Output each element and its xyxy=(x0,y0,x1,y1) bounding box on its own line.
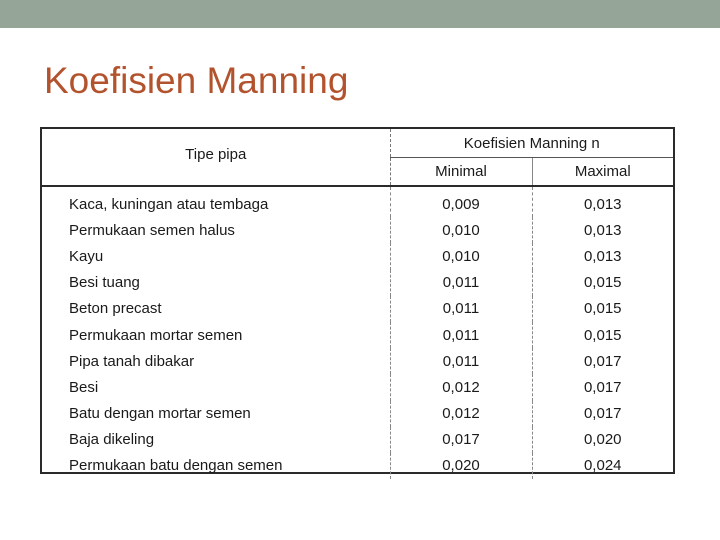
table-body xyxy=(42,186,673,479)
table-row xyxy=(42,186,673,217)
table-row xyxy=(42,296,673,322)
minimal-value-cell: 0,011 xyxy=(390,348,532,374)
maximal-value-cell: 0,020 xyxy=(583,431,622,449)
minimal-value-cell: 0,012 xyxy=(390,374,532,400)
pipe-type-cell: Batu dengan mortar semen xyxy=(42,401,390,427)
table-row xyxy=(42,453,673,479)
minimal-value-cell: 0,011 xyxy=(390,322,532,348)
maximal-value-cell: 0,017 xyxy=(583,378,622,396)
maximal-value-cell: 0,017 xyxy=(583,352,622,370)
table-row xyxy=(42,427,673,453)
pipe-type-cell: Baja dikeling xyxy=(42,427,390,453)
table-row xyxy=(42,217,673,243)
column-group-header-manning: Koefisien Manning n xyxy=(390,129,673,158)
maximal-value-cell: 0,017 xyxy=(583,405,622,423)
table-row xyxy=(42,401,673,427)
minimal-value-cell: 0,020 xyxy=(390,453,532,479)
manning-coefficient-table xyxy=(42,129,673,479)
pipe-type-cell: Permukaan semen halus xyxy=(42,217,390,243)
pipe-type-cell: Kaca, kuningan atau tembaga xyxy=(42,186,390,217)
pipe-type-cell: Besi xyxy=(42,374,390,400)
pipe-type-cell: Permukaan batu dengan semen xyxy=(42,453,390,479)
column-header-minimal: Minimal xyxy=(390,158,532,187)
maximal-value-cell: 0,024 xyxy=(583,457,622,475)
table-row xyxy=(42,374,673,400)
minimal-value-cell: 0,011 xyxy=(390,270,532,296)
manning-table-frame xyxy=(40,127,675,474)
table-row xyxy=(42,243,673,269)
maximal-value-cell: 0,013 xyxy=(583,195,622,213)
minimal-value-cell: 0,010 xyxy=(390,217,532,243)
table-row xyxy=(42,348,673,374)
column-header-pipe-type: Tipe pipa xyxy=(42,129,390,186)
minimal-value-cell: 0,011 xyxy=(390,296,532,322)
minimal-value-cell: 0,009 xyxy=(390,186,532,217)
pipe-type-cell: Permukaan mortar semen xyxy=(42,322,390,348)
minimal-value-cell: 0,010 xyxy=(390,243,532,269)
table-row xyxy=(42,270,673,296)
maximal-value-cell: 0,015 xyxy=(583,326,622,344)
minimal-value-cell: 0,012 xyxy=(390,401,532,427)
top-accent-bar xyxy=(0,0,720,28)
maximal-value-cell: 0,013 xyxy=(583,221,622,239)
maximal-value-cell: 0,013 xyxy=(583,247,622,265)
minimal-value-cell: 0,017 xyxy=(390,427,532,453)
pipe-type-cell: Besi tuang xyxy=(42,270,390,296)
slide-title: Koefisien Manning xyxy=(44,60,349,101)
pipe-type-cell: Beton precast xyxy=(42,296,390,322)
column-header-maximal: Maximal xyxy=(532,158,673,187)
pipe-type-cell: Pipa tanah dibakar xyxy=(42,348,390,374)
pipe-type-cell: Kayu xyxy=(42,243,390,269)
maximal-value-cell: 0,015 xyxy=(583,300,622,318)
maximal-value-cell: 0,015 xyxy=(583,274,622,292)
table-row xyxy=(42,322,673,348)
